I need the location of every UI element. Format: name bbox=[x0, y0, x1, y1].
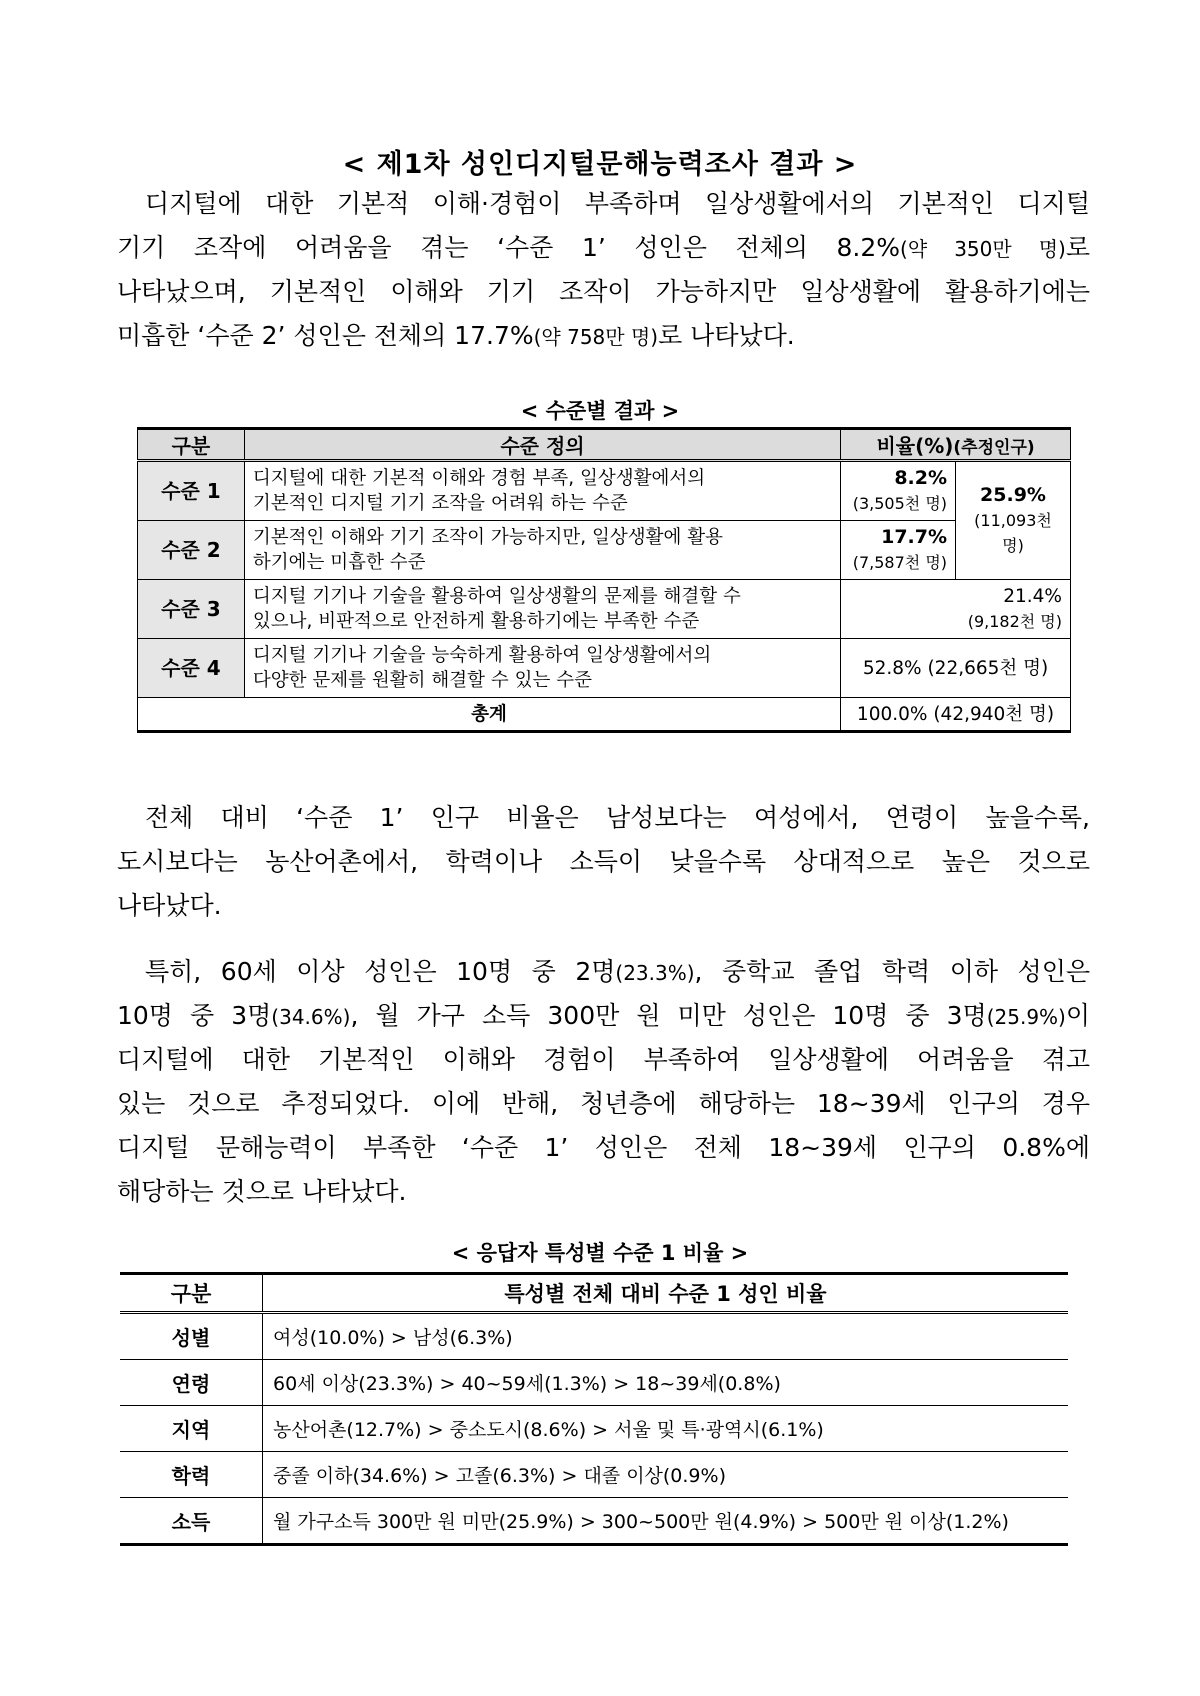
text-line: 있는 것으로 추정되었다. 이에 반해, 청년층에 해당하는 18~39세 인구의 경우 bbox=[117, 1089, 1090, 1118]
text-line: 해당하는 것으로 나타났다. bbox=[117, 1177, 407, 1206]
category-label: 지역 bbox=[120, 1406, 263, 1452]
level-rate: 21.4% (9,182천 명) bbox=[841, 580, 1071, 639]
level-label: 수준 3 bbox=[138, 580, 245, 639]
header-category: 구분 bbox=[120, 1274, 263, 1313]
page-title: < 제1차 성인디지털문해능력조사 결과 > bbox=[342, 149, 858, 180]
text-line: 10명 중 3명(34.6%), 월 가구 소득 300만 원 미만 성인은 10명 중 3명(25.9%)이 bbox=[117, 1001, 1090, 1030]
category-label: 성별 bbox=[120, 1313, 263, 1360]
category-value: 월 가구소득 300만 원 미만(25.9%) > 300~500만 원(4.9%) > 500만 원 이상(1.2%) bbox=[263, 1498, 1069, 1545]
text-line: 나타났으며, 기본적인 이해와 기기 조작이 가능하지만 일상생활에 활용하기에는 bbox=[117, 277, 1090, 306]
header-definition: 수준 정의 bbox=[244, 429, 840, 461]
level-label: 수준 1 bbox=[138, 461, 245, 521]
text-line: 전체 대비 ‘수준 1’ 인구 비율은 남성보다는 여성에서, 연령이 높을수록, bbox=[145, 803, 1090, 832]
level-label: 수준 4 bbox=[138, 639, 245, 698]
level-definition: 디지털 기기나 기술을 활용하여 일상생활의 문제를 해결할 수 있으나, 비판적으로 안전하게 활용하기에는 부족한 수준 bbox=[244, 580, 840, 639]
paragraph-details bbox=[117, 950, 1090, 1214]
table-caption: < 응답자 특성별 수준 1 비율 > bbox=[451, 1241, 749, 1265]
text-line: 미흡한 ‘수준 2’ 성인은 전체의 17.7%(약 758만 명)로 나타났다. bbox=[117, 321, 795, 350]
total-label: 총계 bbox=[138, 698, 841, 732]
respondent-characteristics-table bbox=[120, 1272, 1068, 1546]
combined-rate: 25.9% (11,093천 명) bbox=[956, 461, 1071, 580]
text-line: 특히, 60세 이상 성인은 10명 중 2명(23.3%), 중학교 졸업 학력 이하 성인은 bbox=[145, 957, 1090, 986]
category-value: 중졸 이하(34.6%) > 고졸(6.3%) > 대졸 이상(0.9%) bbox=[263, 1452, 1069, 1498]
table-row bbox=[120, 1360, 1068, 1406]
table-row bbox=[120, 1452, 1068, 1498]
level-rate: 52.8% (22,665천 명) bbox=[841, 639, 1071, 698]
table-row bbox=[138, 580, 1071, 639]
category-value: 60세 이상(23.3%) > 40~59세(1.3%) > 18~39세(0.8%) bbox=[263, 1360, 1069, 1406]
text-line: 기기 조작에 어려움을 겪는 ‘수준 1’ 성인은 전체의 8.2%(약 350만 명)로 bbox=[117, 233, 1090, 262]
level-rate: 17.7% (7,587천 명) bbox=[841, 521, 956, 580]
level-label: 수준 2 bbox=[138, 521, 245, 580]
level-definition: 기본적인 이해와 기기 조작이 가능하지만, 일상생활에 활용 하기에는 미흡한 수준 bbox=[244, 521, 840, 580]
category-value: 여성(10.0%) > 남성(6.3%) bbox=[263, 1313, 1069, 1360]
paragraph-level-summary bbox=[117, 182, 1090, 358]
category-label: 소득 bbox=[120, 1498, 263, 1545]
header-rate: 비율(%)(추정인구) bbox=[841, 429, 1071, 461]
table-total-row bbox=[138, 698, 1071, 732]
header-category: 구분 bbox=[138, 429, 245, 461]
table-header-row bbox=[138, 429, 1071, 461]
text-line: 나타났다. bbox=[117, 891, 222, 920]
text-line: 디지털 문해능력이 부족한 ‘수준 1’ 성인은 전체 18~39세 인구의 0.8%에 bbox=[117, 1133, 1090, 1162]
text-line: 도시보다는 농산어촌에서, 학력이나 소득이 낮을수록 상대적으로 높은 것으로 bbox=[117, 847, 1090, 876]
category-label: 연령 bbox=[120, 1360, 263, 1406]
table-row bbox=[138, 521, 1071, 580]
level-rate: 8.2% (3,505천 명) bbox=[841, 461, 956, 521]
level-definition: 디지털 기기나 기술을 능숙하게 활용하여 일상생활에서의 다양한 문제를 원활히 해결할 수 있는 수준 bbox=[244, 639, 840, 698]
total-value: 100.0% (42,940천 명) bbox=[841, 698, 1071, 732]
category-value: 농산어촌(12.7%) > 중소도시(8.6%) > 서울 및 특·광역시(6.1%) bbox=[263, 1406, 1069, 1452]
table-row bbox=[138, 461, 1071, 521]
text-line: 디지털에 대한 기본적인 이해와 경험이 부족하여 일상생활에 어려움을 겪고 bbox=[117, 1045, 1090, 1074]
table-caption: < 수준별 결과 > bbox=[520, 399, 680, 423]
level-results-table bbox=[137, 427, 1071, 733]
table-row bbox=[138, 639, 1071, 698]
category-label: 학력 bbox=[120, 1452, 263, 1498]
table-header-row bbox=[120, 1274, 1068, 1313]
table-row bbox=[120, 1406, 1068, 1452]
text-line: 디지털에 대한 기본적 이해·경험이 부족하며 일상생활에서의 기본적인 디지털 bbox=[145, 189, 1090, 218]
header-ratio: 특성별 전체 대비 수준 1 성인 비율 bbox=[263, 1274, 1069, 1313]
paragraph-demographics bbox=[117, 796, 1090, 928]
level-definition: 디지털에 대한 기본적 이해와 경험 부족, 일상생활에서의 기본적인 디지털 기기 조작을 어려워 하는 수준 bbox=[244, 461, 840, 521]
table-row bbox=[120, 1313, 1068, 1360]
table-row bbox=[120, 1498, 1068, 1545]
